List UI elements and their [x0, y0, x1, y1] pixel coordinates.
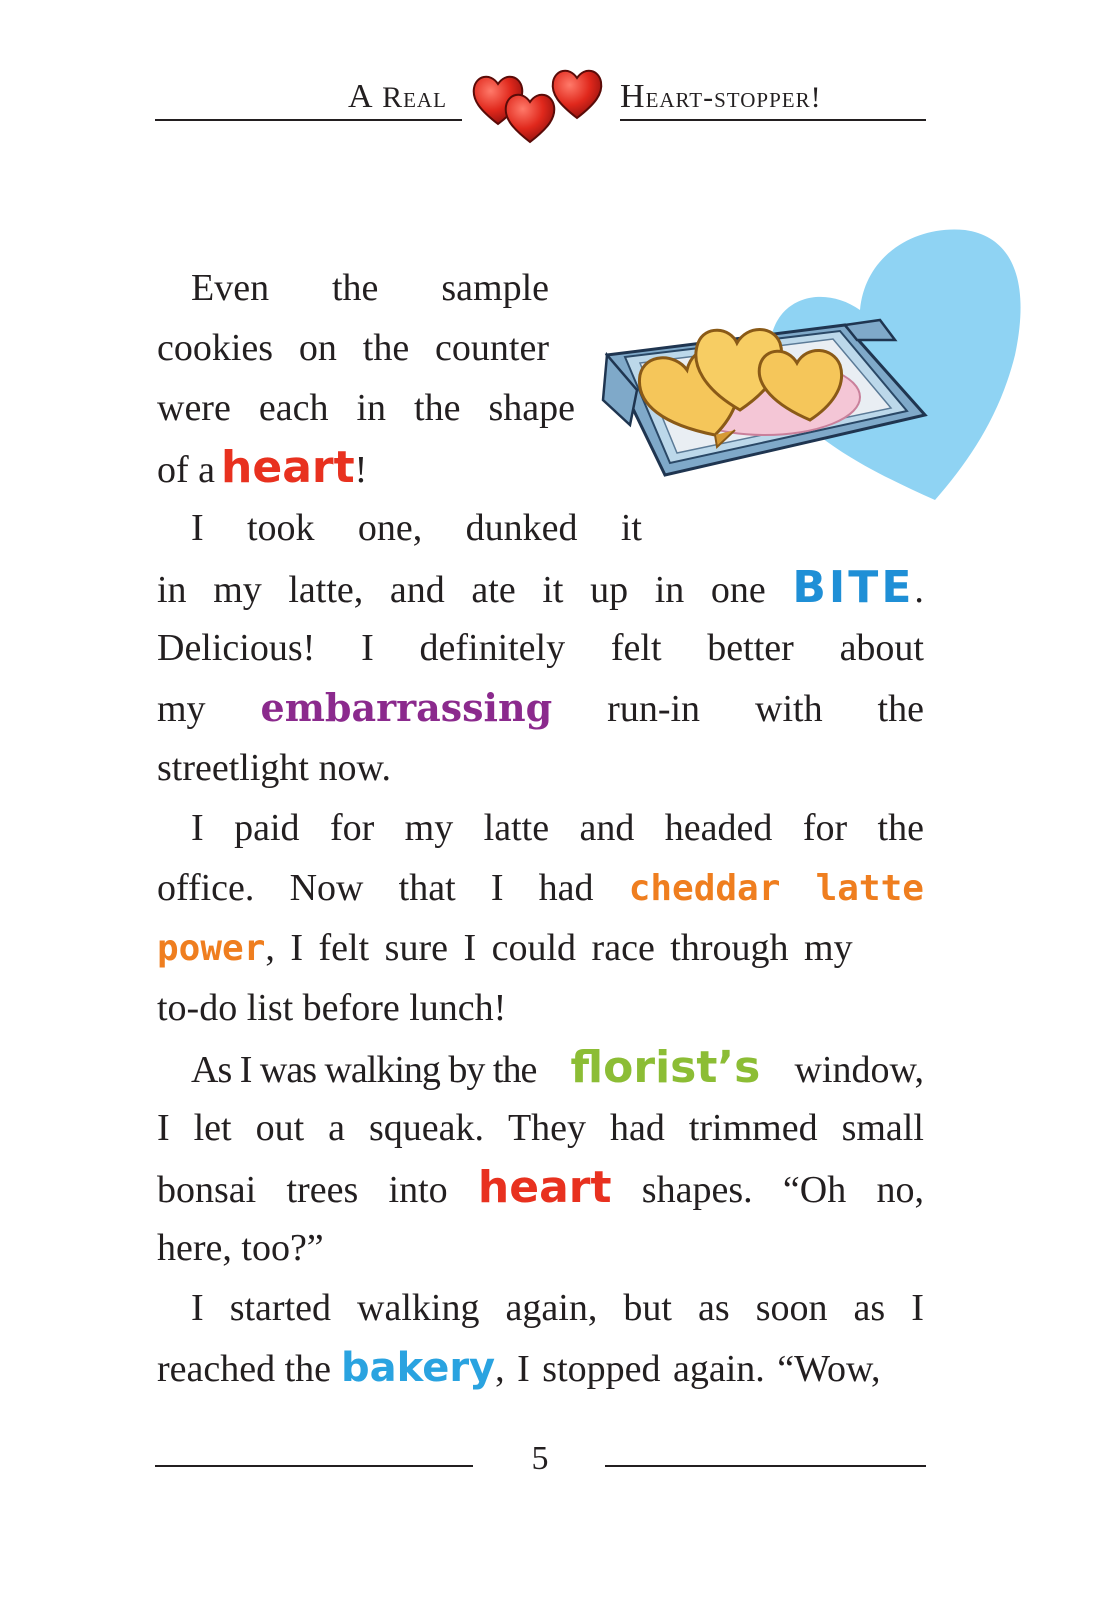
word: for [329, 807, 375, 849]
word: my [213, 569, 262, 611]
word: shapes. [641, 1169, 753, 1211]
word: dunked [465, 507, 578, 549]
styled-word-embarrassing: embarrassing [260, 685, 553, 730]
word: one [710, 569, 766, 611]
word: Now [289, 867, 364, 909]
word: with [755, 688, 823, 730]
word: office. [157, 867, 255, 909]
word: of a [157, 449, 216, 491]
word: walking [357, 1287, 480, 1329]
header-rule-left [155, 119, 462, 121]
word: I [157, 1107, 170, 1149]
word: in [654, 569, 685, 611]
text-line-9 [157, 738, 924, 798]
styled-word-latte: latte [815, 868, 924, 909]
word: for [802, 807, 848, 849]
word: I [361, 627, 374, 669]
word: started [229, 1287, 331, 1329]
styled-word-heart: heart [221, 442, 355, 493]
text-line-14 [157, 1038, 924, 1098]
header-right-initial: H [620, 78, 646, 115]
word: again, [505, 1287, 598, 1329]
text-line-1 [157, 258, 549, 318]
word: run-in [607, 688, 701, 730]
styled-word-bite: BITE [792, 562, 915, 613]
word: had [538, 867, 594, 909]
text-run: , I stopped again. “Wow, [495, 1348, 881, 1390]
word: “Oh [782, 1169, 847, 1211]
word: took [247, 507, 315, 549]
word: I [191, 807, 204, 849]
word: one, [357, 507, 423, 549]
word: had [610, 1107, 665, 1149]
word: as [853, 1287, 886, 1329]
footer-rule-right [605, 1465, 926, 1467]
header-right-rest: eart-stopper! [645, 81, 822, 114]
word: I [191, 1287, 204, 1329]
running-header-right [620, 78, 822, 116]
text-line-5 [157, 498, 642, 558]
word: the [414, 387, 461, 429]
styled-word-bakery: bakery [341, 1345, 496, 1391]
word: and [389, 569, 445, 611]
word: I [911, 1287, 924, 1329]
word: and [579, 807, 635, 849]
text-line-15 [157, 1098, 924, 1158]
word: soon [755, 1287, 828, 1329]
word: counter [435, 327, 549, 369]
word: I [490, 867, 504, 909]
word: ate [471, 569, 516, 611]
text-line-7 [157, 618, 924, 678]
word: felt [610, 627, 662, 669]
word: window, [794, 1049, 924, 1091]
text-line-16 [157, 1158, 924, 1218]
page-number: 5 [531, 1440, 549, 1477]
word: but [623, 1287, 672, 1329]
punct: . [914, 569, 924, 611]
styled-word-heart: heart [477, 1162, 612, 1213]
text-line-2 [157, 318, 549, 378]
text-run: , I felt sure I could race through my [265, 927, 853, 969]
word: that [398, 867, 456, 909]
text-line-19 [157, 1338, 924, 1398]
text-line-18 [157, 1278, 924, 1338]
punct: ! [354, 449, 368, 491]
word: the [362, 327, 410, 369]
styled-word-power: power [157, 928, 266, 969]
word: trees [286, 1169, 359, 1211]
word: about [839, 627, 924, 669]
header-left-rest: Real [382, 81, 447, 114]
word: as [697, 1287, 730, 1329]
text-line-3 [157, 378, 575, 438]
text-line-17 [157, 1218, 924, 1278]
word: definitely [419, 627, 566, 669]
text-line-12 [157, 918, 924, 978]
word: up [590, 569, 629, 611]
text-line-6 [157, 558, 924, 618]
footer-rule-left [155, 1465, 473, 1467]
word: it [542, 569, 564, 611]
text-run: streetlight now. [157, 747, 391, 789]
word: in [157, 569, 187, 611]
header-rule-right [620, 119, 926, 121]
text-line-11 [157, 858, 924, 918]
word: were [157, 387, 231, 429]
word: headed [664, 807, 773, 849]
styled-word-florists: florist’s [570, 1042, 761, 1093]
word: a [328, 1107, 345, 1149]
running-header-left [348, 78, 447, 116]
hearts-ornament-icon [470, 66, 605, 148]
text-line-13 [157, 978, 924, 1038]
word: trimmed [688, 1107, 818, 1149]
text-run: to-do list before lunch! [157, 987, 507, 1029]
word: into [388, 1169, 448, 1211]
word: squeak. [368, 1107, 484, 1149]
word: it [620, 507, 642, 549]
word: I [191, 507, 204, 549]
word: out [255, 1107, 305, 1149]
text-run: here, too?” [157, 1227, 324, 1269]
text-line-8 [157, 678, 924, 738]
word: in [356, 387, 387, 429]
word: shape [488, 387, 575, 429]
word: latte, [288, 569, 364, 611]
text-run: As I was walking by the [191, 1049, 537, 1091]
word: better [707, 627, 794, 669]
word: each [258, 387, 329, 429]
word: They [507, 1107, 587, 1149]
word: latte [483, 807, 550, 849]
word: my [404, 807, 454, 849]
word: on [298, 327, 337, 369]
styled-word-cheddar: cheddar [628, 868, 781, 909]
word: the [877, 807, 924, 849]
word: the [877, 688, 924, 730]
word: small [841, 1107, 924, 1149]
word: Delicious! [157, 627, 316, 669]
word: bonsai [157, 1169, 257, 1211]
word: no, [876, 1169, 924, 1211]
header-left-initial: A [348, 78, 374, 115]
word: the [332, 267, 379, 309]
word: paid [234, 807, 300, 849]
word: Even [191, 267, 270, 309]
word: my [157, 688, 206, 730]
word: sample [441, 267, 549, 309]
text-line-4 [157, 438, 924, 498]
word: let [193, 1107, 232, 1149]
text-run: reached the [157, 1348, 332, 1390]
text-line-10 [157, 798, 924, 858]
word: cookies [157, 327, 274, 369]
